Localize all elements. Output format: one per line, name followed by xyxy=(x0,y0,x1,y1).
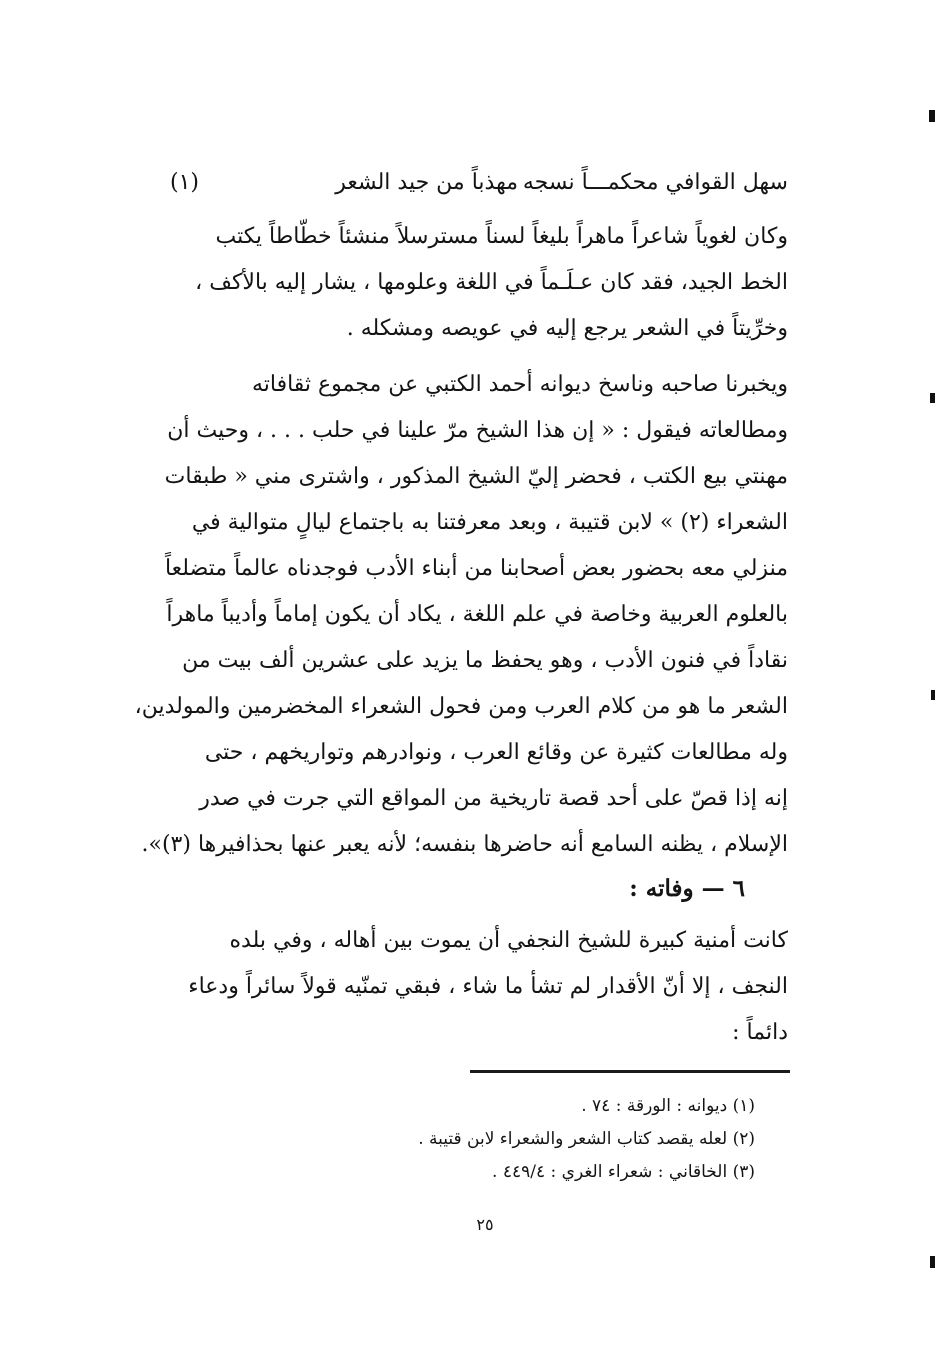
poetry-verse xyxy=(150,160,788,206)
paragraph-line: دائماً : xyxy=(732,1020,788,1045)
footnote-2: (٢) لعله يقصد كتاب الشعر والشعراء لابن قتيبة . xyxy=(418,1129,755,1149)
section-heading: ٦ — وفاته : xyxy=(629,875,745,902)
paragraph-2 xyxy=(134,362,788,868)
paragraph-line: وخرِّيتاً في الشعر يرجع إليه في عويصه ومشكله . xyxy=(346,316,788,341)
footnotes xyxy=(195,1090,755,1189)
footnote-separator xyxy=(470,1070,790,1073)
paragraph-line: الشعراء (٢) » لابن قتيبة ، وبعد معرفتنا به باجتماع ليالٍ متوالية في xyxy=(191,510,788,535)
paragraph-line: نقاداً في فنون الأدب ، وهو يحفظ ما يزيد على عشرين ألف بيت من xyxy=(182,648,788,673)
paragraph-line: ومطالعاته فيقول : « إن هذا الشيخ مرّ علينا في حلب . . . ، وحيث أن xyxy=(167,418,788,443)
paragraph-line: وكان لغوياً شاعراً ماهراً بليغاً لسناً مسترسلاً منشئاً خطّاطاً يكتب xyxy=(215,224,788,249)
paragraph-3 xyxy=(150,918,788,1056)
paragraph-line: إنه إذا قصّ على أحد قصة تاريخية من المواقع التي جرت في صدر xyxy=(199,786,788,811)
page-number: ٢٥ xyxy=(476,1215,494,1234)
verse-hemistich-1: سهل القوافي محكمـــاً نسجه xyxy=(522,170,788,195)
paragraph-line: بالعلوم العربية وخاصة في علم اللغة ، يكاد أن يكون إماماً وأديباً ماهراً xyxy=(166,602,788,627)
scan-margin-mark xyxy=(930,393,935,403)
paragraph-1 xyxy=(150,214,788,352)
footnote-reference: (١) xyxy=(170,170,200,195)
scan-margin-mark xyxy=(929,110,935,122)
paragraph-line: مهنتي بيع الكتب ، فحضر إليّ الشيخ المذكور ، واشترى مني « طبقات xyxy=(164,464,788,489)
verse-hemistich-2: مهذباً من جيد الشعر xyxy=(335,170,518,195)
paragraph-line: الإسلام ، يظنه السامع أنه حاضرها بنفسه؛ لأنه يعبر عنها بحذافيرها (٣)». xyxy=(141,832,788,857)
paragraph-line: منزلي معه بحضور بعض أصحابنا من أبناء الأدب فوجدناه عالماً متضلعاً xyxy=(164,556,788,581)
paragraph-line: النجف ، إلا أنّ الأقدار لم تشأ ما شاء ، فبقي تمنّيه قولاً سائراً ودعاء xyxy=(188,974,788,999)
paragraph-line: الخط الجيد، فقد كان عـلَـماً في اللغة وعلومها ، يشار إليه بالأكف ، xyxy=(195,270,788,295)
paragraph-line: ويخبرنا صاحبه وناسخ ديوانه أحمد الكتبي عن مجموع ثقافاته xyxy=(251,372,788,397)
scan-margin-mark xyxy=(931,690,935,700)
paragraph-line: الشعر ما هو من كلام العرب ومن فحول الشعراء المخضرمين والمولدين، xyxy=(134,694,788,719)
footnote-1: (١) ديوانه : الورقة : ٧٤ . xyxy=(581,1096,755,1116)
footnote-3: (٣) الخاقاني : شعراء الغري : ٤٤٩/٤ . xyxy=(492,1162,755,1182)
scan-margin-mark xyxy=(930,1256,935,1268)
paragraph-line: وله مطالعات كثيرة عن وقائع العرب ، ونوادرهم وتواريخهم ، حتى xyxy=(204,740,788,765)
paragraph-line: كانت أمنية كبيرة للشيخ النجفي أن يموت بين أهاله ، وفي بلده xyxy=(229,928,788,953)
